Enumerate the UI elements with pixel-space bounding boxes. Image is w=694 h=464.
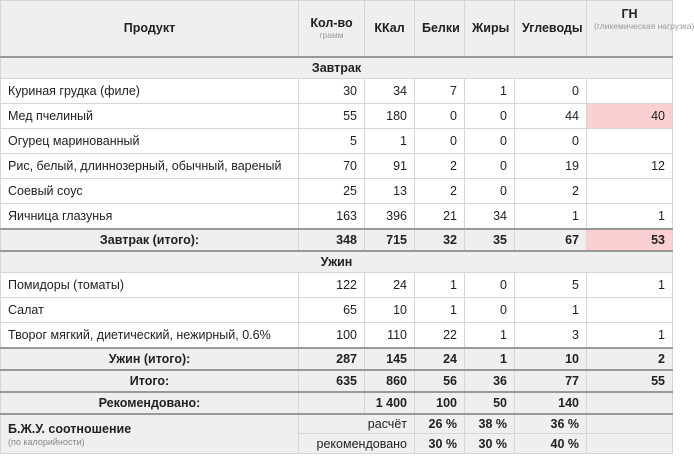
carbs-cell: 0 [515, 79, 587, 104]
kcal-cell: 13 [365, 179, 415, 204]
section-dinner [1, 251, 673, 273]
bju-rec-empty [587, 434, 673, 454]
gn-cell-highlighted: 40 [587, 104, 673, 129]
header-gn [587, 1, 694, 57]
carbs-cell: 44 [515, 104, 587, 129]
qty-total: 348 [299, 229, 365, 251]
bju-title-cell [1, 414, 299, 454]
carbs-cell: 1 [515, 204, 587, 229]
product-name[interactable]: Творог мягкий, диетический, нежирный, 0.6% [1, 323, 299, 348]
recommended-row [1, 392, 673, 414]
grand-total-row [1, 370, 673, 392]
qty-cell: 5 [299, 129, 365, 154]
fat-grand-total: 36 [465, 370, 515, 392]
fat-total: 35 [465, 229, 515, 251]
protein-total: 32 [415, 229, 465, 251]
carbs-cell: 1 [515, 298, 587, 323]
header-gn-sub: (гликемическая нагрузка) [594, 21, 694, 31]
subtotal-label: Завтрак (итого): [1, 229, 299, 251]
bju-calc-fat: 38 % [465, 414, 515, 434]
bju-calc-label: расчёт [299, 414, 415, 434]
qty-cell: 25 [299, 179, 365, 204]
dinner-total-row [1, 348, 673, 370]
grand-total-label: Итого: [1, 370, 299, 392]
protein-cell: 1 [415, 273, 465, 298]
section-title: Завтрак [1, 57, 673, 79]
header-product: Продукт [1, 1, 299, 57]
table-row [1, 179, 673, 204]
bju-title: Б.Ж.У. соотношение [8, 421, 132, 436]
kcal-cell: 24 [365, 273, 415, 298]
carbs-grand-total: 77 [515, 370, 587, 392]
bju-calc-empty [587, 414, 673, 434]
bju-rec-fat: 30 % [465, 434, 515, 454]
carbs-cell: 3 [515, 323, 587, 348]
gn-cell: 1 [587, 204, 673, 229]
product-name[interactable]: Помидоры (томаты) [1, 273, 299, 298]
fat-cell: 0 [465, 179, 515, 204]
kcal-total: 715 [365, 229, 415, 251]
section-title: Ужин [1, 251, 673, 273]
kcal-cell: 91 [365, 154, 415, 179]
qty-cell: 55 [299, 104, 365, 129]
header-protein: Белки [415, 1, 465, 57]
header-qty-unit: грамм [319, 29, 344, 40]
table-row [1, 323, 673, 348]
qty-cell: 65 [299, 298, 365, 323]
qty-cell: 122 [299, 273, 365, 298]
protein-cell: 7 [415, 79, 465, 104]
kcal-cell: 10 [365, 298, 415, 323]
header-carbs: Углеводы [515, 1, 587, 57]
fat-cell: 34 [465, 204, 515, 229]
table-row [1, 154, 673, 179]
bju-rec-label: рекомендовано [299, 434, 415, 454]
qty-cell: 100 [299, 323, 365, 348]
fat-recommended: 50 [465, 392, 515, 414]
table-row [1, 129, 673, 154]
qty-recommended [299, 392, 365, 414]
product-name[interactable]: Рис, белый, длиннозерный, обычный, вареный [1, 154, 299, 179]
gn-cell [587, 179, 673, 204]
kcal-cell: 180 [365, 104, 415, 129]
fat-cell: 0 [465, 129, 515, 154]
header-gn-label: ГН [621, 7, 638, 21]
bju-calc-protein: 26 % [415, 414, 465, 434]
table-row [1, 298, 673, 323]
kcal-grand-total: 860 [365, 370, 415, 392]
gn-cell [587, 79, 673, 104]
bju-subtitle: (по калорийности) [8, 436, 85, 447]
fat-cell: 0 [465, 104, 515, 129]
fat-cell: 0 [465, 154, 515, 179]
bju-calc-carbs: 36 % [515, 414, 587, 434]
breakfast-total-row [1, 229, 673, 251]
header-kcal: ККал [365, 1, 415, 57]
table-row [1, 79, 673, 104]
qty-grand-total: 635 [299, 370, 365, 392]
protein-recommended: 100 [415, 392, 465, 414]
bju-calc-row [1, 414, 673, 434]
table-row [1, 204, 673, 229]
protein-cell: 0 [415, 129, 465, 154]
header-qty-label: Кол-во [310, 15, 353, 30]
fat-cell: 1 [465, 79, 515, 104]
product-name[interactable]: Салат [1, 298, 299, 323]
protein-cell: 22 [415, 323, 465, 348]
carbs-cell: 2 [515, 179, 587, 204]
kcal-cell: 110 [365, 323, 415, 348]
gn-total: 2 [587, 348, 673, 370]
protein-cell: 1 [415, 298, 465, 323]
carbs-cell: 0 [515, 129, 587, 154]
bju-rec-protein: 30 % [415, 434, 465, 454]
qty-cell: 30 [299, 79, 365, 104]
subtotal-label: Ужин (итого): [1, 348, 299, 370]
product-name[interactable]: Соевый соус [1, 179, 299, 204]
protein-cell: 2 [415, 179, 465, 204]
header-qty [299, 1, 365, 57]
table-row [1, 273, 673, 298]
protein-cell: 0 [415, 104, 465, 129]
product-name[interactable]: Мед пчелиный [1, 104, 299, 129]
kcal-cell: 396 [365, 204, 415, 229]
table-row [1, 104, 673, 129]
gn-cell: 12 [587, 154, 673, 179]
gn-cell [587, 298, 673, 323]
product-name[interactable]: Куриная грудка (филе) [1, 79, 299, 104]
product-name[interactable]: Яичница глазунья [1, 204, 299, 229]
fat-cell: 1 [465, 323, 515, 348]
gn-grand-total: 55 [587, 370, 673, 392]
gn-recommended [587, 392, 673, 414]
carbs-recommended: 140 [515, 392, 587, 414]
gn-cell: 1 [587, 273, 673, 298]
bju-rec-carbs: 40 % [515, 434, 587, 454]
protein-total: 24 [415, 348, 465, 370]
kcal-recommended: 1 400 [365, 392, 415, 414]
gn-total-highlighted: 53 [587, 229, 673, 251]
product-name[interactable]: Огурец маринованный [1, 129, 299, 154]
qty-cell: 163 [299, 204, 365, 229]
kcal-cell: 1 [365, 129, 415, 154]
carbs-total: 10 [515, 348, 587, 370]
qty-cell: 70 [299, 154, 365, 179]
carbs-cell: 19 [515, 154, 587, 179]
protein-grand-total: 56 [415, 370, 465, 392]
section-breakfast [1, 57, 673, 79]
protein-cell: 21 [415, 204, 465, 229]
fat-total: 1 [465, 348, 515, 370]
carbs-cell: 5 [515, 273, 587, 298]
fat-cell: 0 [465, 273, 515, 298]
header-fat: Жиры [465, 1, 515, 57]
carbs-total: 67 [515, 229, 587, 251]
kcal-total: 145 [365, 348, 415, 370]
gn-cell: 1 [587, 323, 673, 348]
fat-cell: 0 [465, 298, 515, 323]
header-row [1, 1, 673, 57]
protein-cell: 2 [415, 154, 465, 179]
gn-cell [587, 129, 673, 154]
qty-total: 287 [299, 348, 365, 370]
recommended-label: Рекомендовано: [1, 392, 299, 414]
kcal-cell: 34 [365, 79, 415, 104]
